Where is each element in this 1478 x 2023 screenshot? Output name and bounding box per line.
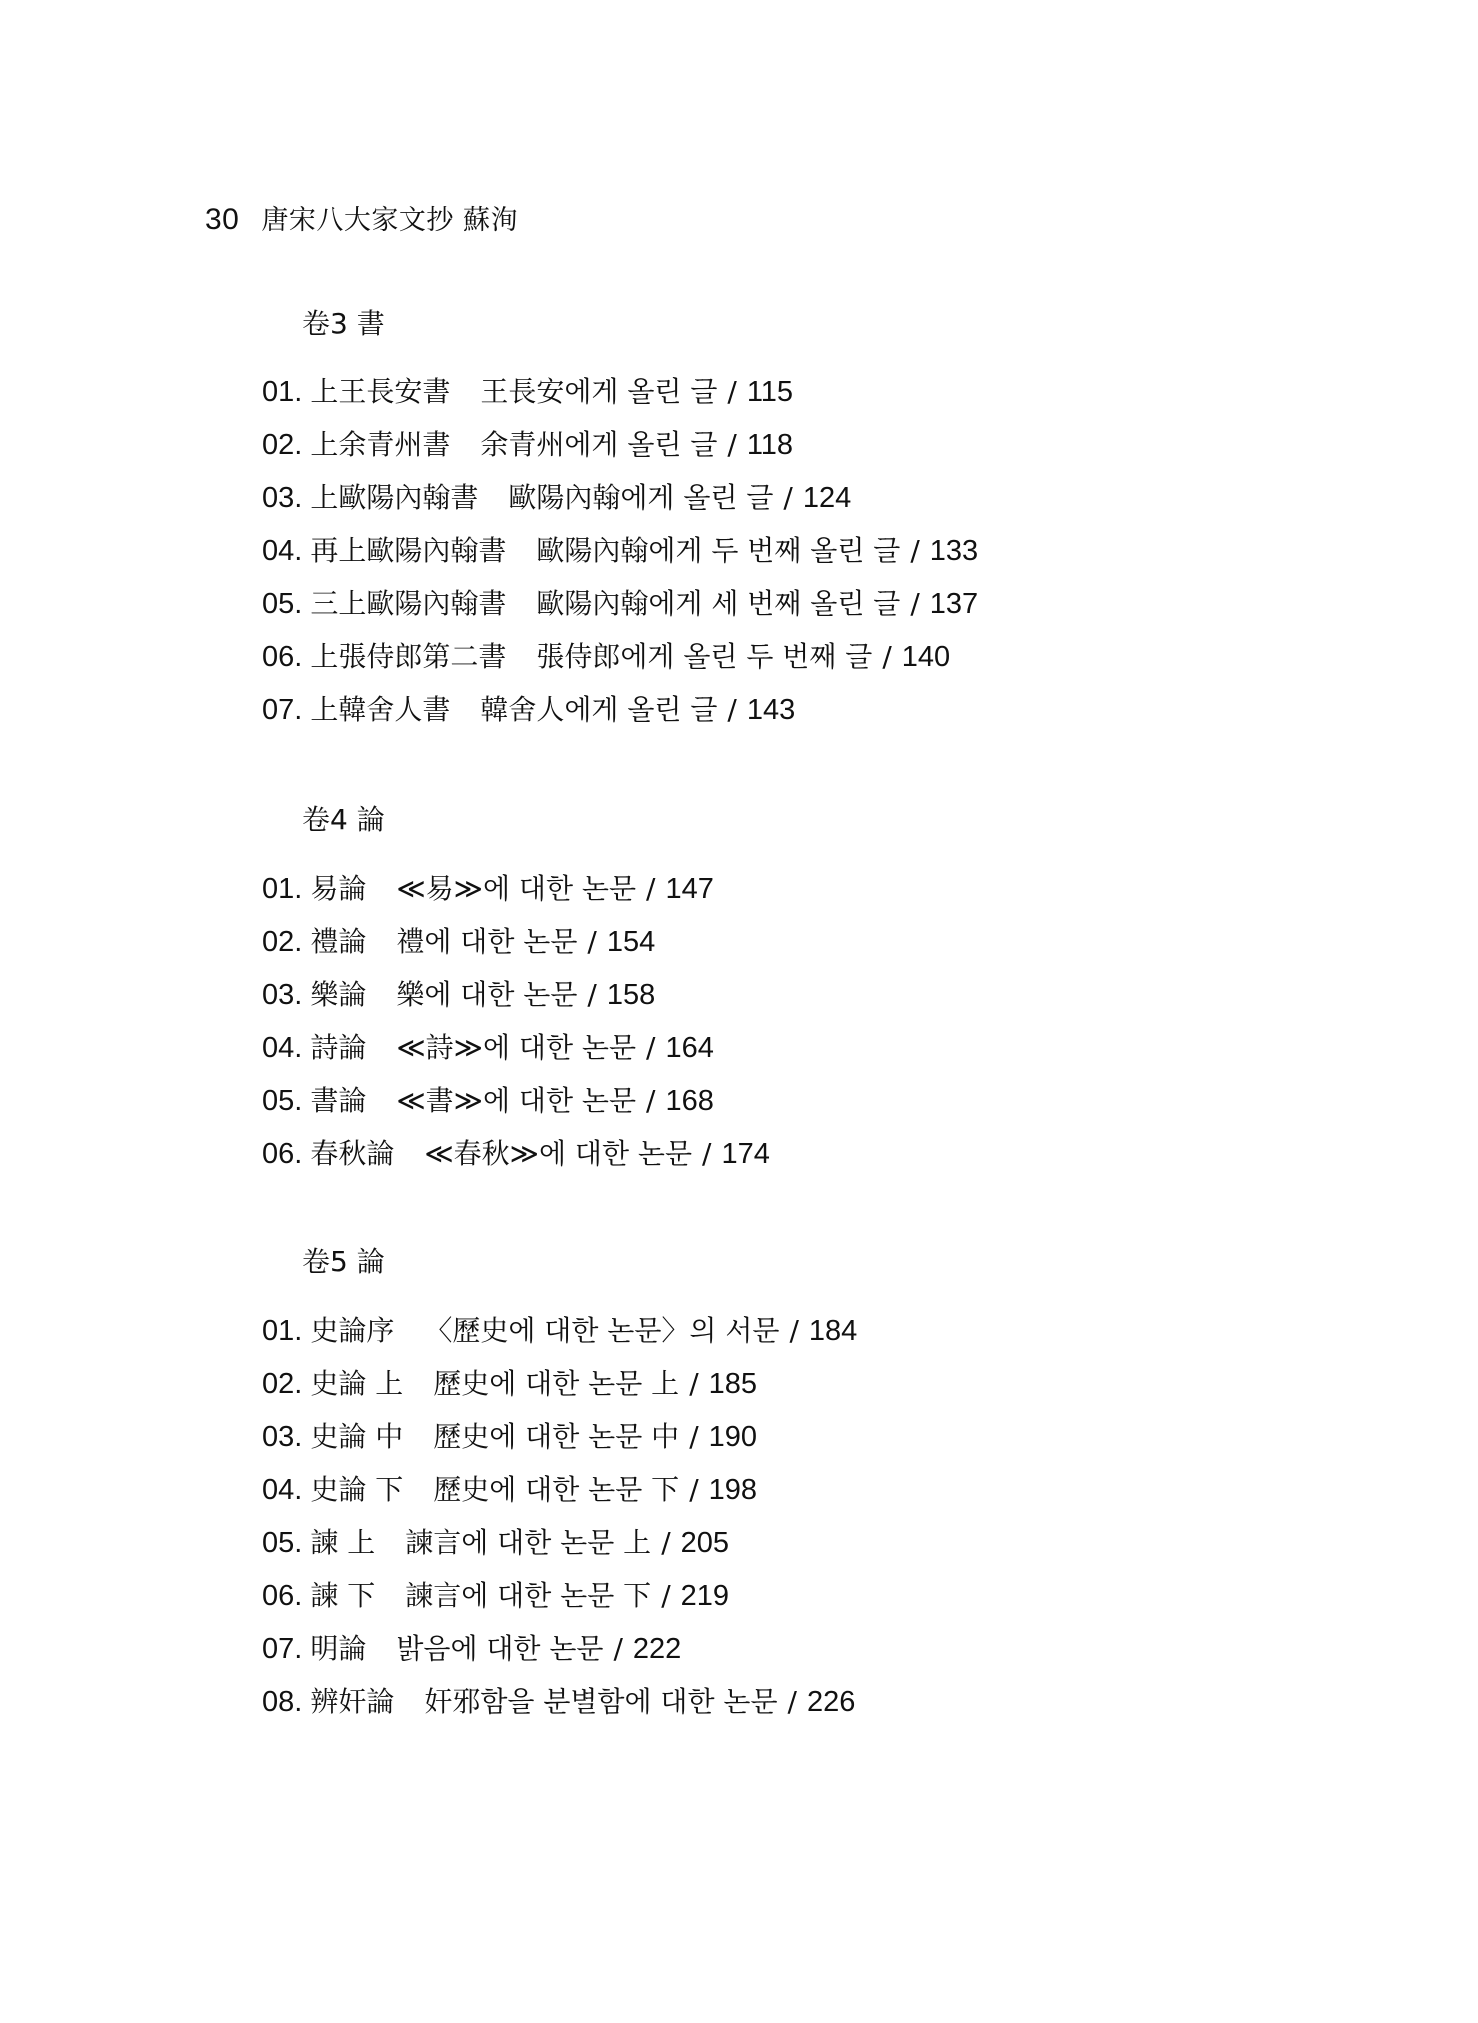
entry-page: 140 [901, 641, 951, 673]
entry-separator: / [587, 978, 597, 1011]
entry-title: 書論 [310, 1084, 367, 1117]
toc-entry [262, 1127, 770, 1180]
entry-number: 07. [262, 694, 303, 726]
entry-number: 06. [262, 1580, 303, 1612]
entry-gloss: 奸邪함을 분별함에 대한 논문 [424, 1685, 778, 1718]
toc-entry [262, 1569, 857, 1622]
entry-number: 03. [262, 482, 303, 514]
entry-gloss: ≪詩≫에 대한 논문 [396, 1031, 637, 1064]
entry-page: 185 [708, 1368, 758, 1400]
entry-separator: / [789, 1314, 799, 1347]
entry-number: 04. [262, 535, 303, 567]
entry-gloss: 諫言에 대한 논문 上 [405, 1526, 652, 1559]
entry-title: 上歐陽內翰書 [310, 481, 479, 514]
toc-entry [262, 471, 978, 524]
toc-entry [262, 1675, 857, 1728]
entry-number: 01. [262, 873, 303, 905]
entry-title: 史論 上 [310, 1367, 404, 1400]
entry-gloss: 余青州에게 올린 글 [480, 428, 718, 461]
entry-gloss: 〈歷史에 대한 논문〉의 서문 [424, 1314, 780, 1347]
entry-separator: / [646, 872, 656, 905]
toc-entry [262, 683, 978, 736]
entry-separator: / [727, 375, 737, 408]
toc-entry [262, 1021, 770, 1074]
toc-entry [262, 630, 978, 683]
entry-page: 222 [632, 1633, 682, 1665]
entry-page: 147 [665, 873, 714, 905]
entry-title: 明論 [310, 1632, 367, 1665]
entry-number: 07. [262, 1633, 303, 1665]
entry-title: 史論 下 [310, 1473, 404, 1506]
toc-entry [262, 577, 978, 630]
book-title: 唐宋八大家文抄 蘇洵 [261, 205, 518, 236]
toc-list-volume-4 [262, 862, 770, 1180]
entry-number: 03. [262, 979, 303, 1011]
entry-gloss: 禮에 대한 논문 [396, 925, 578, 958]
entry-gloss: 밝음에 대한 논문 [396, 1632, 604, 1665]
toc-entry [262, 524, 978, 577]
entry-separator: / [910, 587, 920, 620]
entry-page: 133 [929, 535, 979, 567]
entry-title: 上韓舍人書 [310, 693, 451, 726]
entry-number: 05. [262, 1085, 303, 1117]
entry-gloss: 王長安에게 올린 글 [480, 375, 718, 408]
entry-gloss: ≪春秋≫에 대한 논문 [424, 1137, 693, 1170]
entry-gloss: ≪書≫에 대한 논문 [396, 1084, 637, 1117]
entry-separator: / [661, 1526, 671, 1559]
entry-title: 辨奸論 [310, 1685, 395, 1718]
entry-gloss: 張侍郎에게 올린 두 번째 글 [536, 640, 873, 673]
entry-page: 154 [606, 926, 656, 958]
entry-number: 06. [262, 641, 303, 673]
toc-entry [262, 1304, 857, 1357]
entry-page: 118 [746, 429, 794, 461]
toc-entry [262, 365, 978, 418]
entry-number: 06. [262, 1138, 303, 1170]
entry-title: 史論序 [310, 1314, 395, 1347]
entry-number: 02. [262, 429, 303, 461]
entry-title: 史論 中 [310, 1420, 404, 1453]
entry-page: 137 [929, 588, 979, 620]
toc-entry [262, 862, 770, 915]
entry-gloss: ≪易≫에 대한 논문 [396, 872, 637, 905]
section-heading-volume-5: 卷5 論 [302, 1245, 385, 1278]
entry-number: 03. [262, 1421, 303, 1453]
entry-number: 01. [262, 376, 303, 408]
running-head [205, 198, 518, 237]
entry-page: 198 [708, 1474, 758, 1506]
entry-gloss: 歐陽內翰에게 올린 글 [508, 481, 774, 514]
entry-gloss: 韓舍人에게 올린 글 [480, 693, 718, 726]
toc-entry [262, 915, 770, 968]
entry-separator: / [787, 1685, 797, 1718]
entry-title: 上王長安書 [310, 375, 451, 408]
entry-separator: / [689, 1367, 699, 1400]
entry-title: 詩論 [310, 1031, 367, 1064]
toc-entry [262, 1357, 857, 1410]
entry-page: 190 [708, 1421, 758, 1453]
entry-page: 184 [808, 1315, 858, 1347]
entry-title: 三上歐陽內翰書 [310, 587, 507, 620]
entry-title: 上余青州書 [310, 428, 451, 461]
entry-title: 上張侍郎第二書 [310, 640, 507, 673]
entry-number: 02. [262, 926, 303, 958]
entry-title: 再上歐陽內翰書 [310, 534, 507, 567]
entry-page: 168 [665, 1085, 714, 1117]
entry-page: 158 [606, 979, 656, 1011]
entry-separator: / [910, 534, 920, 567]
entry-number: 05. [262, 1527, 303, 1559]
page-number: 30 [205, 203, 240, 236]
entry-separator: / [689, 1420, 699, 1453]
entry-separator: / [727, 693, 737, 726]
toc-entry [262, 1074, 770, 1127]
entry-separator: / [646, 1031, 656, 1064]
entry-page: 124 [802, 482, 852, 514]
entry-page: 174 [721, 1138, 770, 1170]
entry-number: 05. [262, 588, 303, 620]
entry-number: 04. [262, 1032, 303, 1064]
entry-separator: / [702, 1137, 712, 1170]
entry-page: 164 [665, 1032, 714, 1064]
entry-title: 諫 下 [310, 1579, 376, 1612]
toc-entry [262, 1516, 857, 1569]
toc-entry [262, 1622, 857, 1675]
entry-separator: / [646, 1084, 656, 1117]
entry-separator: / [783, 481, 793, 514]
entry-number: 04. [262, 1474, 303, 1506]
entry-title: 易論 [310, 872, 367, 905]
toc-entry [262, 968, 770, 1021]
entry-separator: / [727, 428, 737, 461]
entry-gloss: 歐陽內翰에게 두 번째 올린 글 [536, 534, 901, 567]
entry-number: 02. [262, 1368, 303, 1400]
toc-list-volume-5 [262, 1304, 857, 1728]
toc-entry [262, 1410, 857, 1463]
entry-separator: / [587, 925, 597, 958]
entry-gloss: 歷史에 대한 논문 下 [433, 1473, 680, 1506]
entry-page: 219 [680, 1580, 730, 1612]
entry-separator: / [882, 640, 892, 673]
entry-gloss: 諫言에 대한 논문 下 [405, 1579, 652, 1612]
entry-page: 205 [680, 1527, 730, 1559]
entry-title: 樂論 [310, 978, 367, 1011]
toc-entry [262, 418, 978, 471]
toc-list-volume-3 [262, 365, 978, 736]
entry-gloss: 樂에 대한 논문 [396, 978, 578, 1011]
entry-page: 143 [746, 694, 796, 726]
entry-title: 禮論 [310, 925, 367, 958]
entry-title: 諫 上 [310, 1526, 376, 1559]
entry-page: 226 [806, 1686, 856, 1718]
entry-page: 115 [746, 376, 794, 408]
entry-gloss: 歷史에 대한 논문 上 [433, 1367, 680, 1400]
section-heading-volume-4: 卷4 論 [302, 803, 385, 836]
entry-number: 08. [262, 1686, 303, 1718]
entry-gloss: 歐陽內翰에게 세 번째 올린 글 [536, 587, 901, 620]
entry-number: 01. [262, 1315, 303, 1347]
entry-gloss: 歷史에 대한 논문 中 [433, 1420, 680, 1453]
toc-entry [262, 1463, 857, 1516]
entry-separator: / [613, 1632, 623, 1665]
entry-title: 春秋論 [310, 1137, 395, 1170]
section-heading-volume-3: 卷3 書 [302, 307, 385, 340]
entry-separator: / [661, 1579, 671, 1612]
entry-separator: / [689, 1473, 699, 1506]
